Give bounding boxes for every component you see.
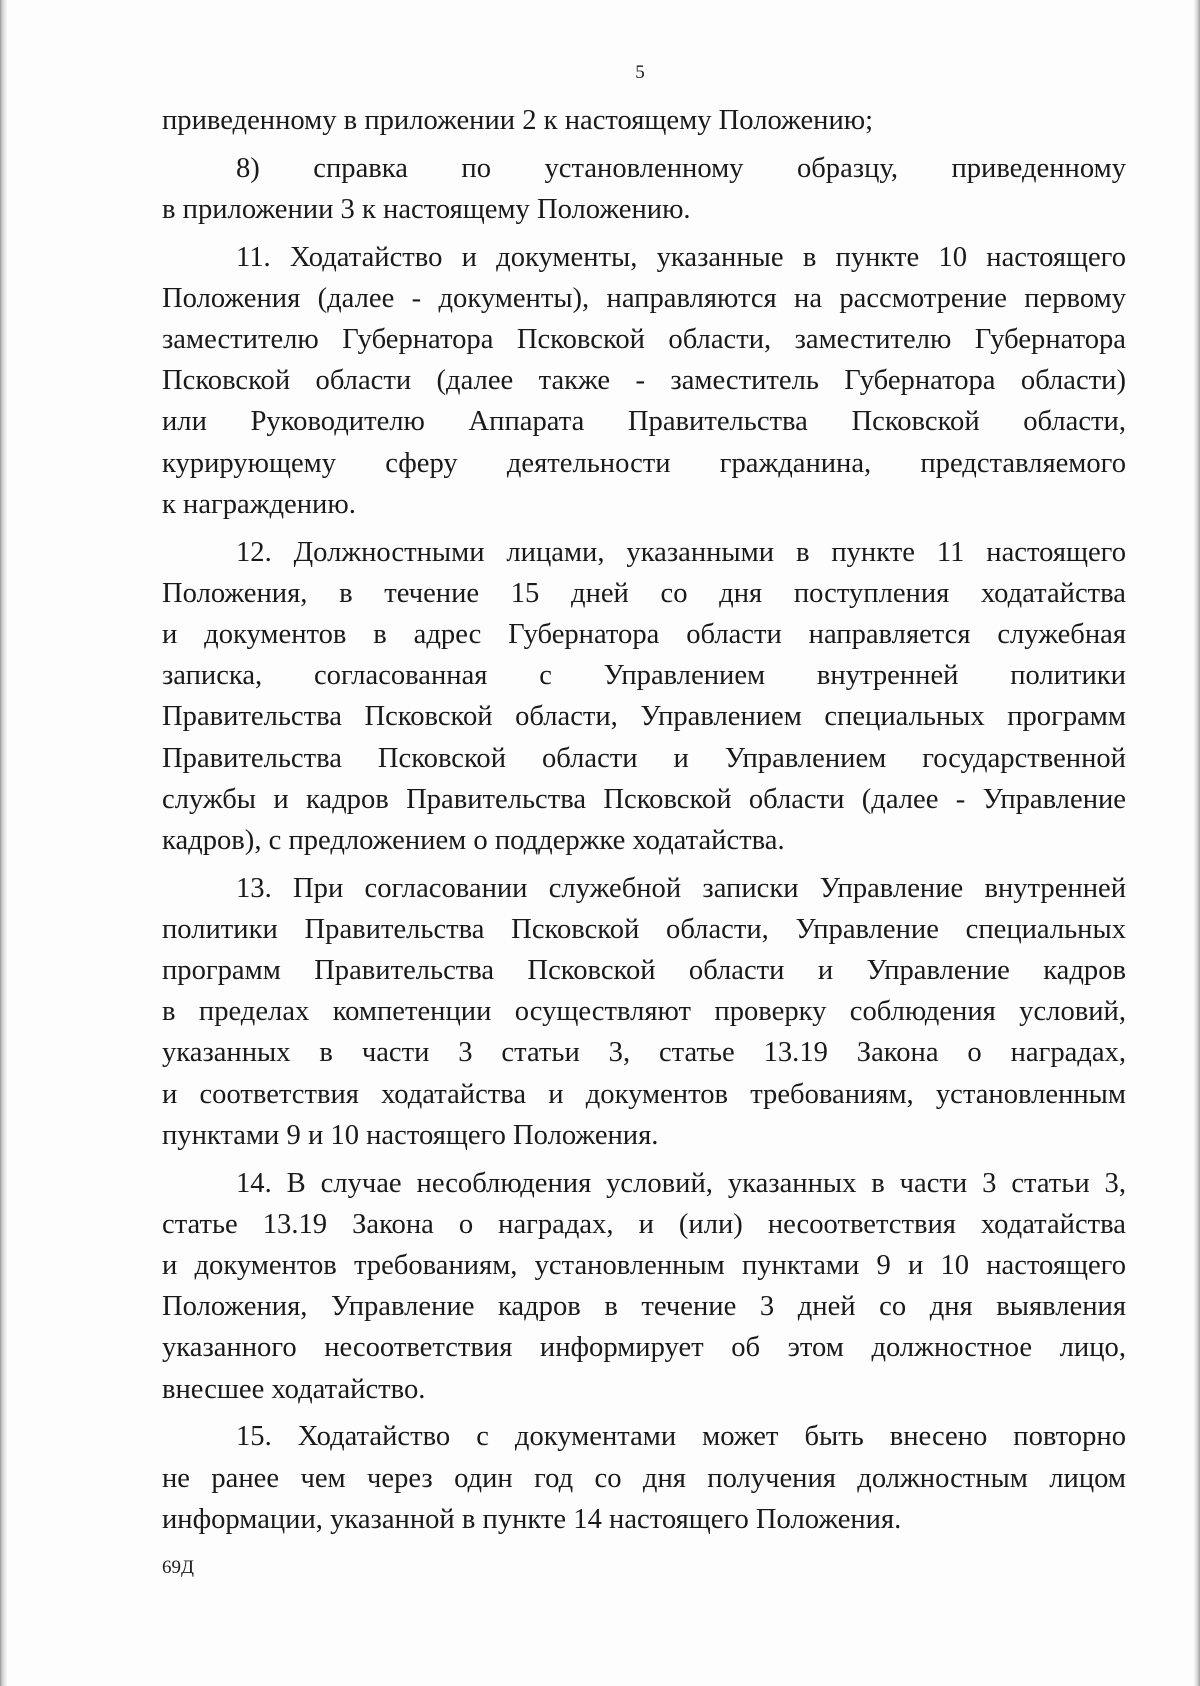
- text-line: или Руководителю Аппарата Правительства Псковской области,: [162, 406, 1126, 438]
- paragraph-clause-15: [162, 1416, 1126, 1540]
- text-line: 12. Должностными лицами, указанными в пункте 11 настоящего: [236, 536, 1126, 568]
- paragraph-clause-12: [162, 532, 1126, 862]
- text-line: службы и кадров Правительства Псковской области (далее - Управление: [162, 783, 1126, 815]
- text-line: Псковской области (далее также - заместитель Губернатора области): [162, 365, 1126, 397]
- text-line: 14. В случае несоблюдения условий, указанных в части 3 статьи 3,: [236, 1167, 1126, 1199]
- paragraph-clause-14: [162, 1163, 1126, 1410]
- scan-edge-right: [1194, 0, 1200, 1686]
- text-line: внесшее ходатайство.: [162, 1373, 426, 1405]
- text-line: и документов требованиям, установленным пунктами 9 и 10 настоящего: [162, 1249, 1126, 1281]
- scan-edge-left: [0, 0, 7, 1686]
- text-line: и документов в адрес Губернатора области направляется служебная: [162, 618, 1126, 650]
- paragraph-continuation: [162, 100, 1126, 141]
- text-line: пунктами 9 и 10 настоящего Положения.: [162, 1119, 659, 1151]
- paragraph-clause-13: [162, 868, 1126, 1156]
- text-line: статье 13.19 Закона о наградах, и (или) несоответствия ходатайства: [162, 1208, 1126, 1240]
- text-line: приведенному в приложении 2 к настоящему Положению;: [162, 105, 874, 136]
- paragraph-clause-11: [162, 237, 1126, 525]
- text-line: политики Правительства Псковской области, Управление специальных: [162, 913, 1126, 945]
- paragraph-item-8: [162, 148, 1126, 230]
- text-line: Правительства Псковской области и Управлением государственной: [162, 742, 1126, 774]
- text-line: информации, указанной в пункте 14 настоящего Положения.: [162, 1503, 902, 1535]
- text-line: к награждению.: [162, 488, 356, 520]
- text-line: 13. При согласовании служебной записки Управление внутренней: [236, 872, 1126, 904]
- footer-document-code: 69Д: [162, 1557, 194, 1578]
- text-line: курирующему сферу деятельности гражданина, представляемого: [162, 447, 1126, 479]
- text-line: Правительства Псковской области, Управлением специальных программ: [162, 701, 1126, 733]
- text-line: заместителю Губернатора Псковской области, заместителю Губернатора: [162, 324, 1126, 356]
- text-line: указанного несоответствия информирует об этом должностное лицо,: [162, 1332, 1126, 1364]
- text-line: Положения, Управление кадров в течение 3 дней со дня выявления: [162, 1291, 1126, 1323]
- text-line: Положения, в течение 15 дней со дня поступления ходатайства: [162, 577, 1126, 609]
- text-line: 8) справка по установленному образцу, приведенному: [236, 152, 1126, 184]
- text-line: Положения (далее - документы), направляются на рассмотрение первому: [162, 282, 1126, 314]
- text-line: и соответствия ходатайства и документов требованиям, установленным: [162, 1078, 1126, 1110]
- text-line: не ранее чем через один год со дня получения должностным лицом: [162, 1462, 1126, 1494]
- page-number: 5: [635, 62, 645, 83]
- text-line: кадров), с предложением о поддержке ходатайства.: [162, 824, 785, 856]
- text-line: программ Правительства Псковской области и Управление кадров: [162, 955, 1126, 987]
- text-line: 15. Ходатайство с документами может быть внесено повторно: [236, 1421, 1126, 1453]
- text-line: в пределах компетенции осуществляют проверку соблюдения условий,: [162, 996, 1126, 1028]
- text-line: указанных в части 3 статьи 3, статье 13.19 Закона о наградах,: [162, 1037, 1126, 1069]
- text-line: 11. Ходатайство и документы, указанные в пункте 10 настоящего: [236, 241, 1126, 273]
- text-line: в приложении 3 к настоящему Положению.: [162, 193, 691, 225]
- document-body: [162, 100, 1126, 1540]
- text-line: записка, согласованная с Управлением внутренней политики: [162, 660, 1126, 692]
